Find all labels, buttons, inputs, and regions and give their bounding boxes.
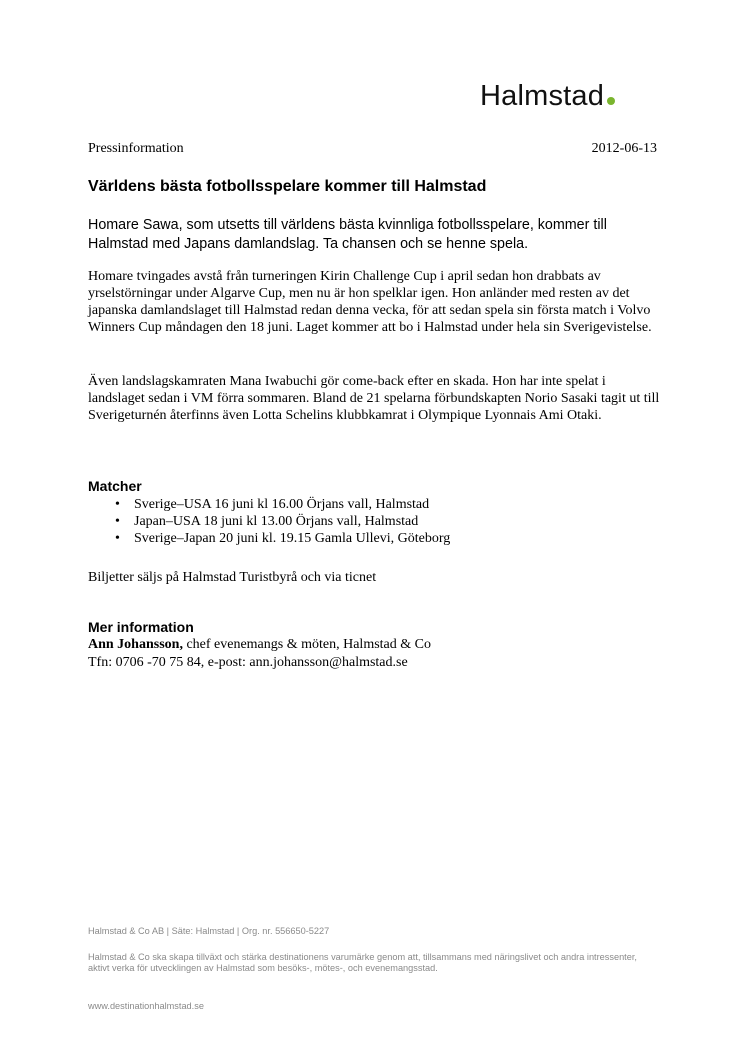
matches-heading: Matcher — [88, 478, 142, 494]
more-info-heading: Mer information — [88, 619, 194, 635]
document-type-label: Pressinformation — [88, 141, 184, 156]
match-text: Sverige–Japan 20 juni kl. 19.15 Gamla Ullevi, Göteborg — [134, 531, 451, 546]
tickets-info: Biljetter säljs på Halmstad Turistbyrå och via ticnet — [88, 570, 377, 585]
match-item — [88, 530, 450, 547]
match-text: Japan–USA 18 juni kl 13.00 Örjans vall, Halmstad — [134, 514, 419, 529]
footer-website: www.destinationhalmstad.se — [88, 1001, 204, 1011]
bullet-icon: • — [115, 497, 120, 512]
matches-list — [88, 496, 450, 547]
footer-company-line: Halmstad & Co AB | Säte: Halmstad | Org. nr. 556650-5227 — [88, 926, 330, 936]
match-item — [88, 496, 450, 513]
bullet-icon: • — [115, 531, 120, 546]
match-item — [88, 513, 450, 530]
logo-text: Halmstad — [480, 80, 605, 112]
article-headline: Världens bästa fotbollsspelare kommer till Halmstad — [88, 178, 487, 195]
contact-role: chef evenemangs & möten, Halmstad & Co — [182, 637, 431, 652]
article-paragraph-1: Homare tvingades avstå från turneringen Kirin Challenge Cup i april sedan hon drabbats av yrselstörningar under Algarve Cup, men nu är hon spelklar igen. Hon anländer med resten av det japanska damlandslaget till Halmstad redan denna vecka, för att sedan spela sin första match i Volvo Winners Cup måndagen den 18 juni. Laget kommer att bo i Halmstad under hela sin Sverigevistelse. — [88, 269, 652, 335]
article-lead: Homare Sawa, som utsetts till världens bästa kvinnliga fotbollsspelare, kommer till Halmstad med Japans damlandslag. Ta chansen och se henne spela. — [88, 217, 607, 252]
bullet-icon: • — [115, 514, 120, 529]
footer-mission: Halmstad & Co ska skapa tillväxt och stärka destinationens varumärke genom att, tillsammans med näringslivet och andra intressenter, aktivt verka för utvecklingen av Halmstad som besöks-, mötes-, och evenemangsstad. — [88, 952, 637, 973]
contact-details: Tfn: 0706 -70 75 84, e-post: ann.johansson@halmstad.se — [88, 655, 408, 670]
contact-name: Ann Johansson, — [88, 637, 183, 652]
article-paragraph-2: Även landslagskamraten Mana Iwabuchi gör come-back efter en skada. Hon har inte spelat i landslaget sedan i VM förra sommaren. Bland de 21 spelarna förbundskapten Norio Sasaki tagit ut till Sverigeturnén återfinns även Lotta Schelins klubbkamrat i Olympique Lyonnais Ami Otaki. — [88, 374, 660, 423]
contact-person — [88, 636, 431, 653]
logo-dot-icon — [607, 97, 615, 105]
halmstad-logo — [480, 82, 615, 111]
match-text: Sverige–USA 16 juni kl 16.00 Örjans vall, Halmstad — [134, 497, 430, 512]
document-date: 2012-06-13 — [591, 141, 657, 156]
